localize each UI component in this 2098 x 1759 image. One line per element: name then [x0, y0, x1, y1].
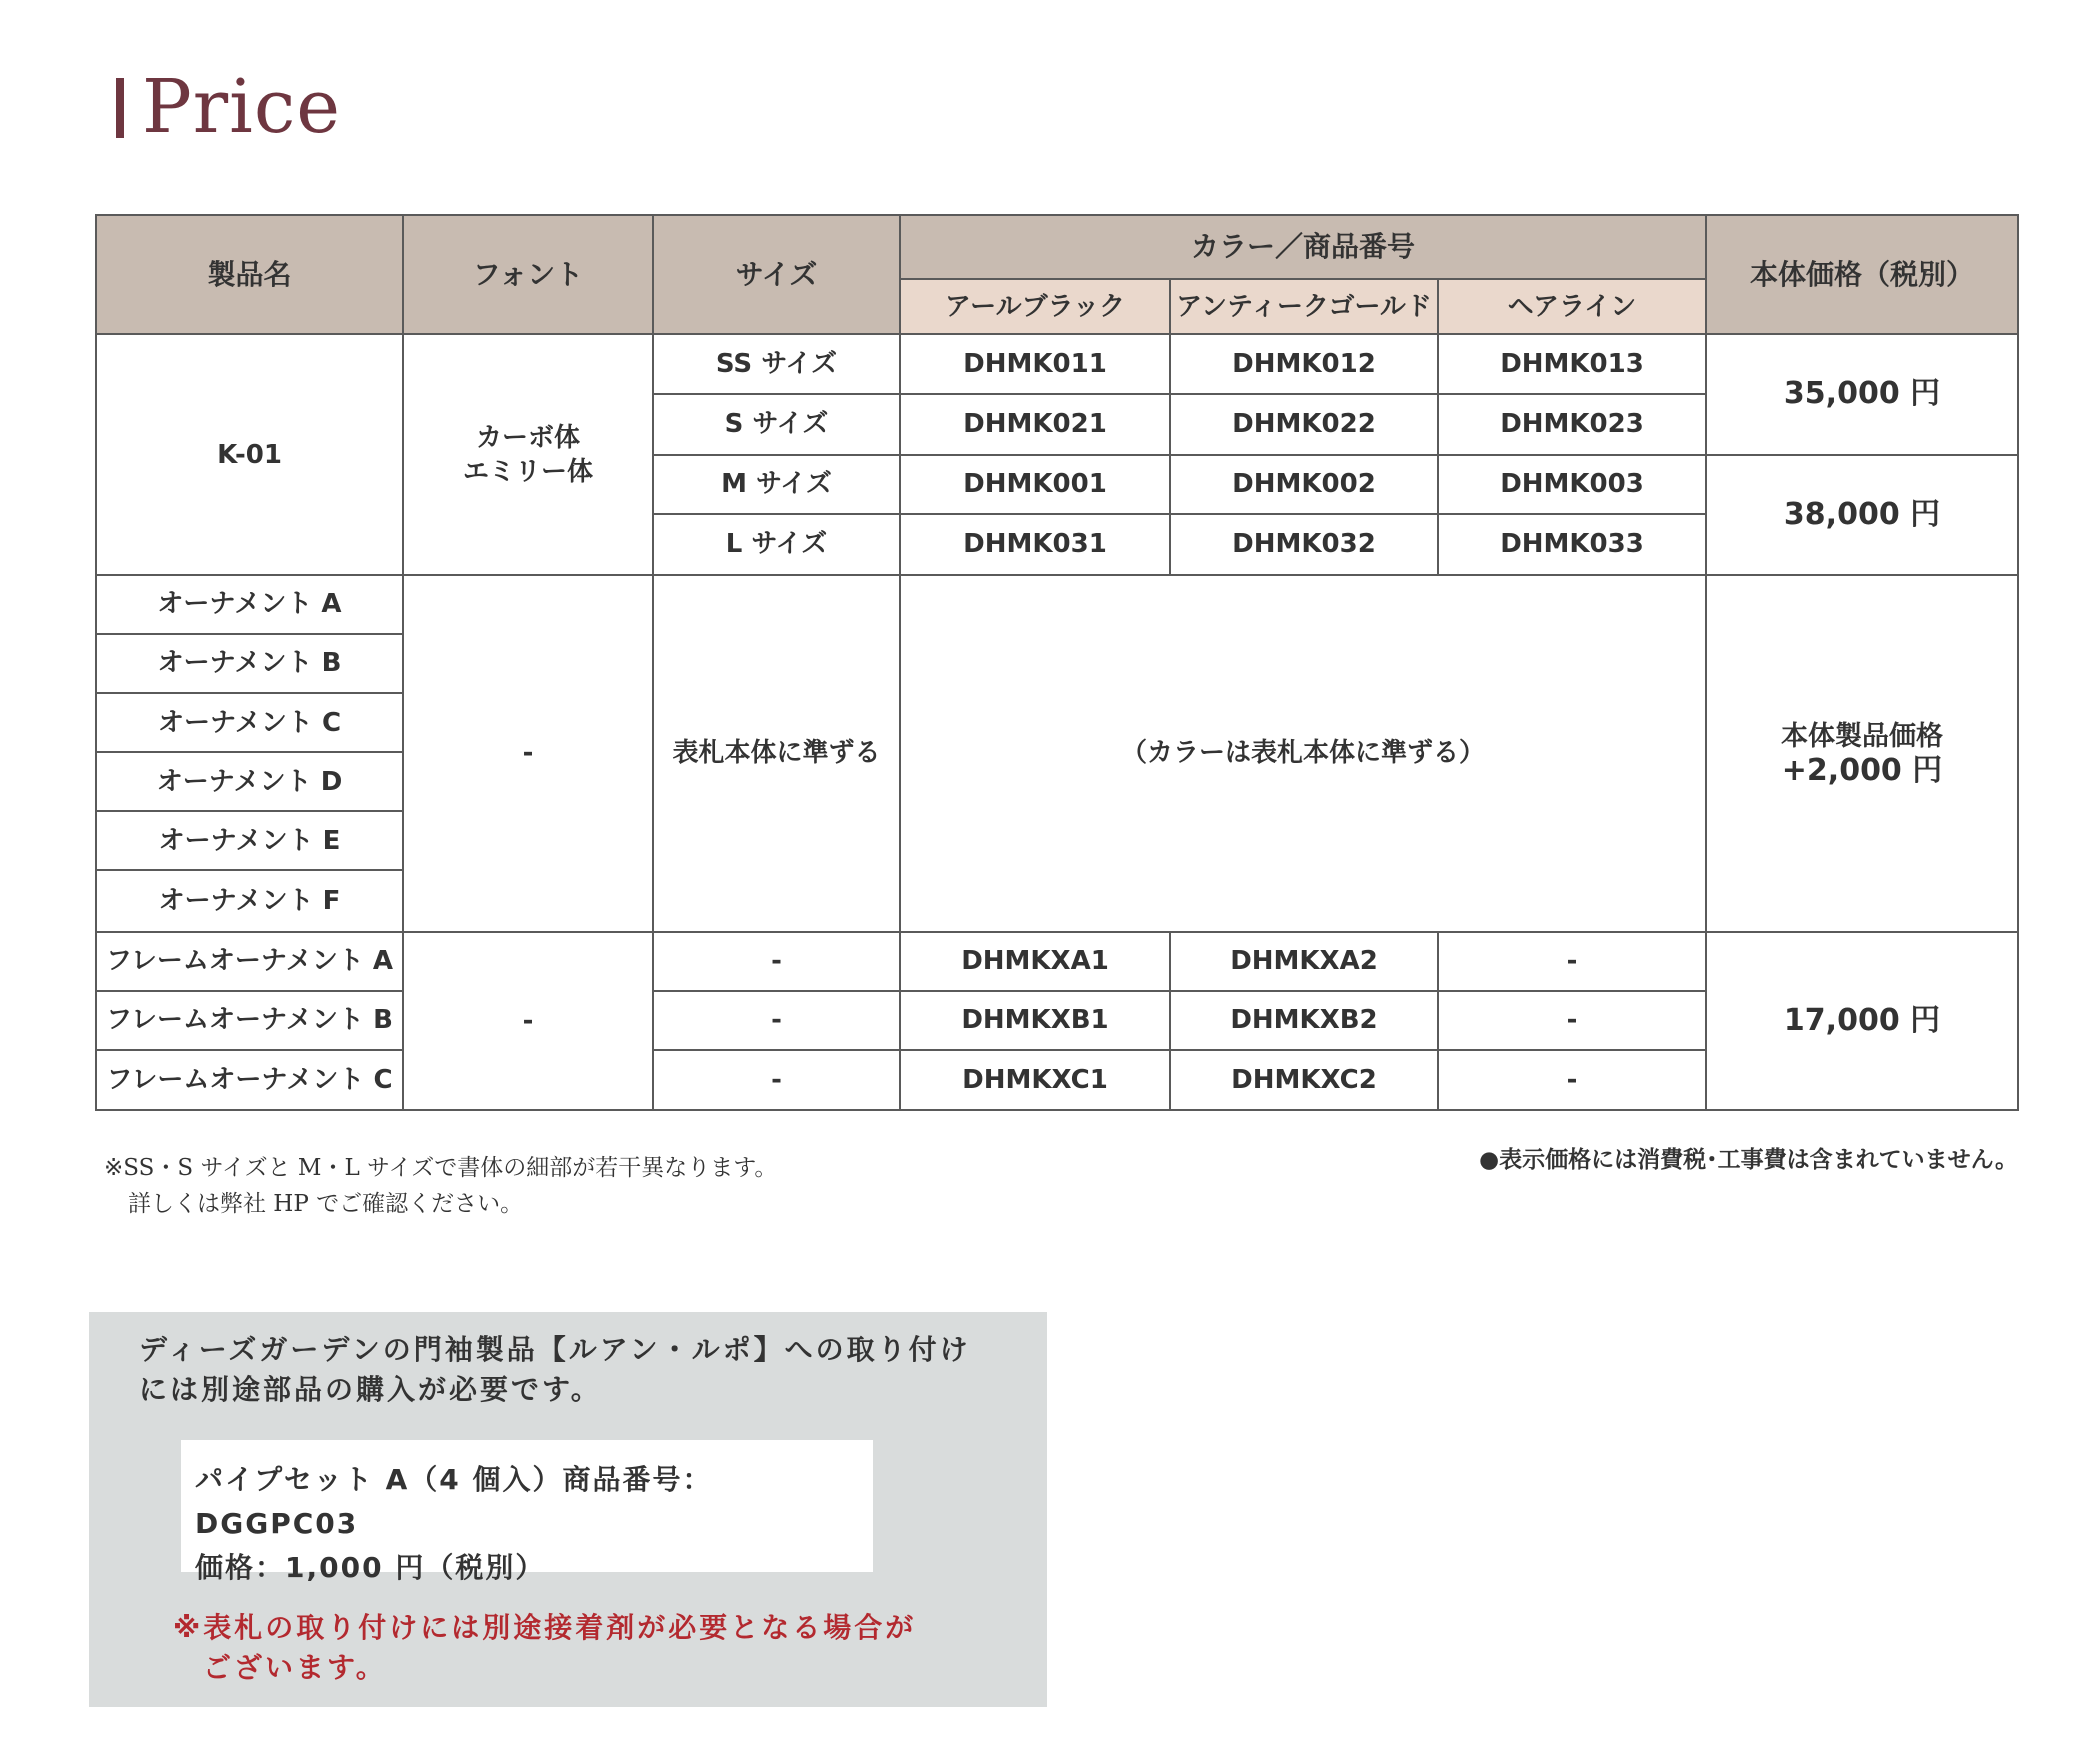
code-cell: DHMK033	[1438, 514, 1706, 575]
font-cell	[403, 334, 653, 575]
warning-line: ※表札の取り付けには別途接着剤が必要となる場合が	[173, 1611, 917, 1644]
part-price: 価格：1,000 円（税別）	[195, 1551, 546, 1584]
code-cell: DHMK001	[900, 455, 1170, 514]
price-cell: 17,000 円	[1706, 932, 2018, 1111]
price-cell: 38,000 円	[1706, 455, 2018, 575]
size-difference-note	[104, 1150, 777, 1222]
code-cell: DHMKXC1	[900, 1050, 1170, 1110]
font-cell: -	[403, 932, 653, 1111]
code-cell: DHMK031	[900, 514, 1170, 575]
ornament-name: オーナメント B	[96, 634, 403, 693]
ornament-name: オーナメント F	[96, 870, 403, 931]
note-line: ※SS・S サイズと M・L サイズで書体の細部が若干異なります。	[104, 1155, 778, 1181]
code-cell: DHMKXA1	[900, 932, 1170, 991]
ornament-name: オーナメント D	[96, 752, 403, 811]
frame-name: フレームオーナメント B	[96, 991, 403, 1050]
code-cell: DHMK021	[900, 394, 1170, 454]
part-name: パイプセット A（4 個入）商品番号：DGGPC03	[195, 1463, 713, 1540]
part-info-box	[181, 1440, 873, 1584]
code-cell: DHMK013	[1438, 334, 1706, 394]
price-cell: 35,000 円	[1706, 334, 2018, 454]
frame-name: フレームオーナメント C	[96, 1050, 403, 1110]
code-cell: DHMKXB1	[900, 991, 1170, 1050]
font-cell: -	[403, 575, 653, 932]
adhesive-warning	[173, 1608, 916, 1688]
note-line: 詳しくは弊社 HP でご確認ください。	[128, 1191, 524, 1217]
code-cell: DHMK011	[900, 334, 1170, 394]
header-color-group: カラー／商品番号	[900, 215, 1706, 279]
price-table	[95, 214, 2019, 1111]
code-cell: DHMKXA2	[1170, 932, 1438, 991]
color-note-cell: （カラーは表札本体に準ずる）	[900, 575, 1706, 932]
code-cell: DHMK012	[1170, 334, 1438, 394]
code-cell: DHMK022	[1170, 394, 1438, 454]
notice-line: ディーズガーデンの門袖製品【ルアン・ルポ】への取り付け	[139, 1333, 971, 1366]
code-cell: DHMK003	[1438, 455, 1706, 514]
code-cell: -	[1438, 932, 1706, 991]
code-cell: DHMK002	[1170, 455, 1438, 514]
code-cell: DHMK023	[1438, 394, 1706, 454]
table-row	[96, 932, 2018, 991]
notice-line: には別途部品の購入が必要です。	[139, 1373, 602, 1406]
size-cell: -	[653, 991, 900, 1050]
tax-note: ●表示価格には消費税･工事費は含まれていません。	[1479, 1147, 2018, 1173]
font-name: エミリー体	[462, 456, 593, 487]
size-cell: 表札本体に準ずる	[653, 575, 900, 932]
header-color-hairline: ヘアライン	[1438, 279, 1706, 334]
ornament-name: オーナメント E	[96, 811, 403, 870]
size-cell: -	[653, 1050, 900, 1110]
size-cell: S サイズ	[653, 394, 900, 454]
size-cell: -	[653, 932, 900, 991]
notice-text	[139, 1330, 971, 1410]
header-product: 製品名	[96, 215, 403, 334]
frame-name: フレームオーナメント A	[96, 932, 403, 991]
size-cell: L サイズ	[653, 514, 900, 575]
size-cell: M サイズ	[653, 455, 900, 514]
ornament-name: オーナメント A	[96, 575, 403, 634]
part-info	[195, 1458, 873, 1590]
code-cell: -	[1438, 1050, 1706, 1110]
price-line: +2,000 円	[1781, 752, 1943, 788]
title-accent-bar	[116, 78, 124, 138]
header-color-gold: アンティークゴールド	[1170, 279, 1438, 334]
installation-notice	[89, 1312, 1047, 1707]
code-cell: -	[1438, 991, 1706, 1050]
code-cell: DHMKXB2	[1170, 991, 1438, 1050]
header-font: フォント	[403, 215, 653, 334]
price-cell	[1706, 575, 2018, 932]
font-name: カーボ体	[475, 422, 580, 453]
header-price: 本体価格（税別）	[1706, 215, 2018, 334]
page-title: Price	[142, 64, 342, 150]
header-size: サイズ	[653, 215, 900, 334]
header-color-black: アールブラック	[900, 279, 1170, 334]
code-cell: DHMK032	[1170, 514, 1438, 575]
price-line: 本体製品価格	[1781, 720, 1944, 752]
product-name: K-01	[96, 334, 403, 575]
ornament-name: オーナメント C	[96, 693, 403, 752]
warning-line: ございます。	[203, 1651, 387, 1684]
table-row	[96, 575, 2018, 634]
table-row	[96, 334, 2018, 394]
code-cell: DHMKXC2	[1170, 1050, 1438, 1110]
size-cell: SS サイズ	[653, 334, 900, 394]
